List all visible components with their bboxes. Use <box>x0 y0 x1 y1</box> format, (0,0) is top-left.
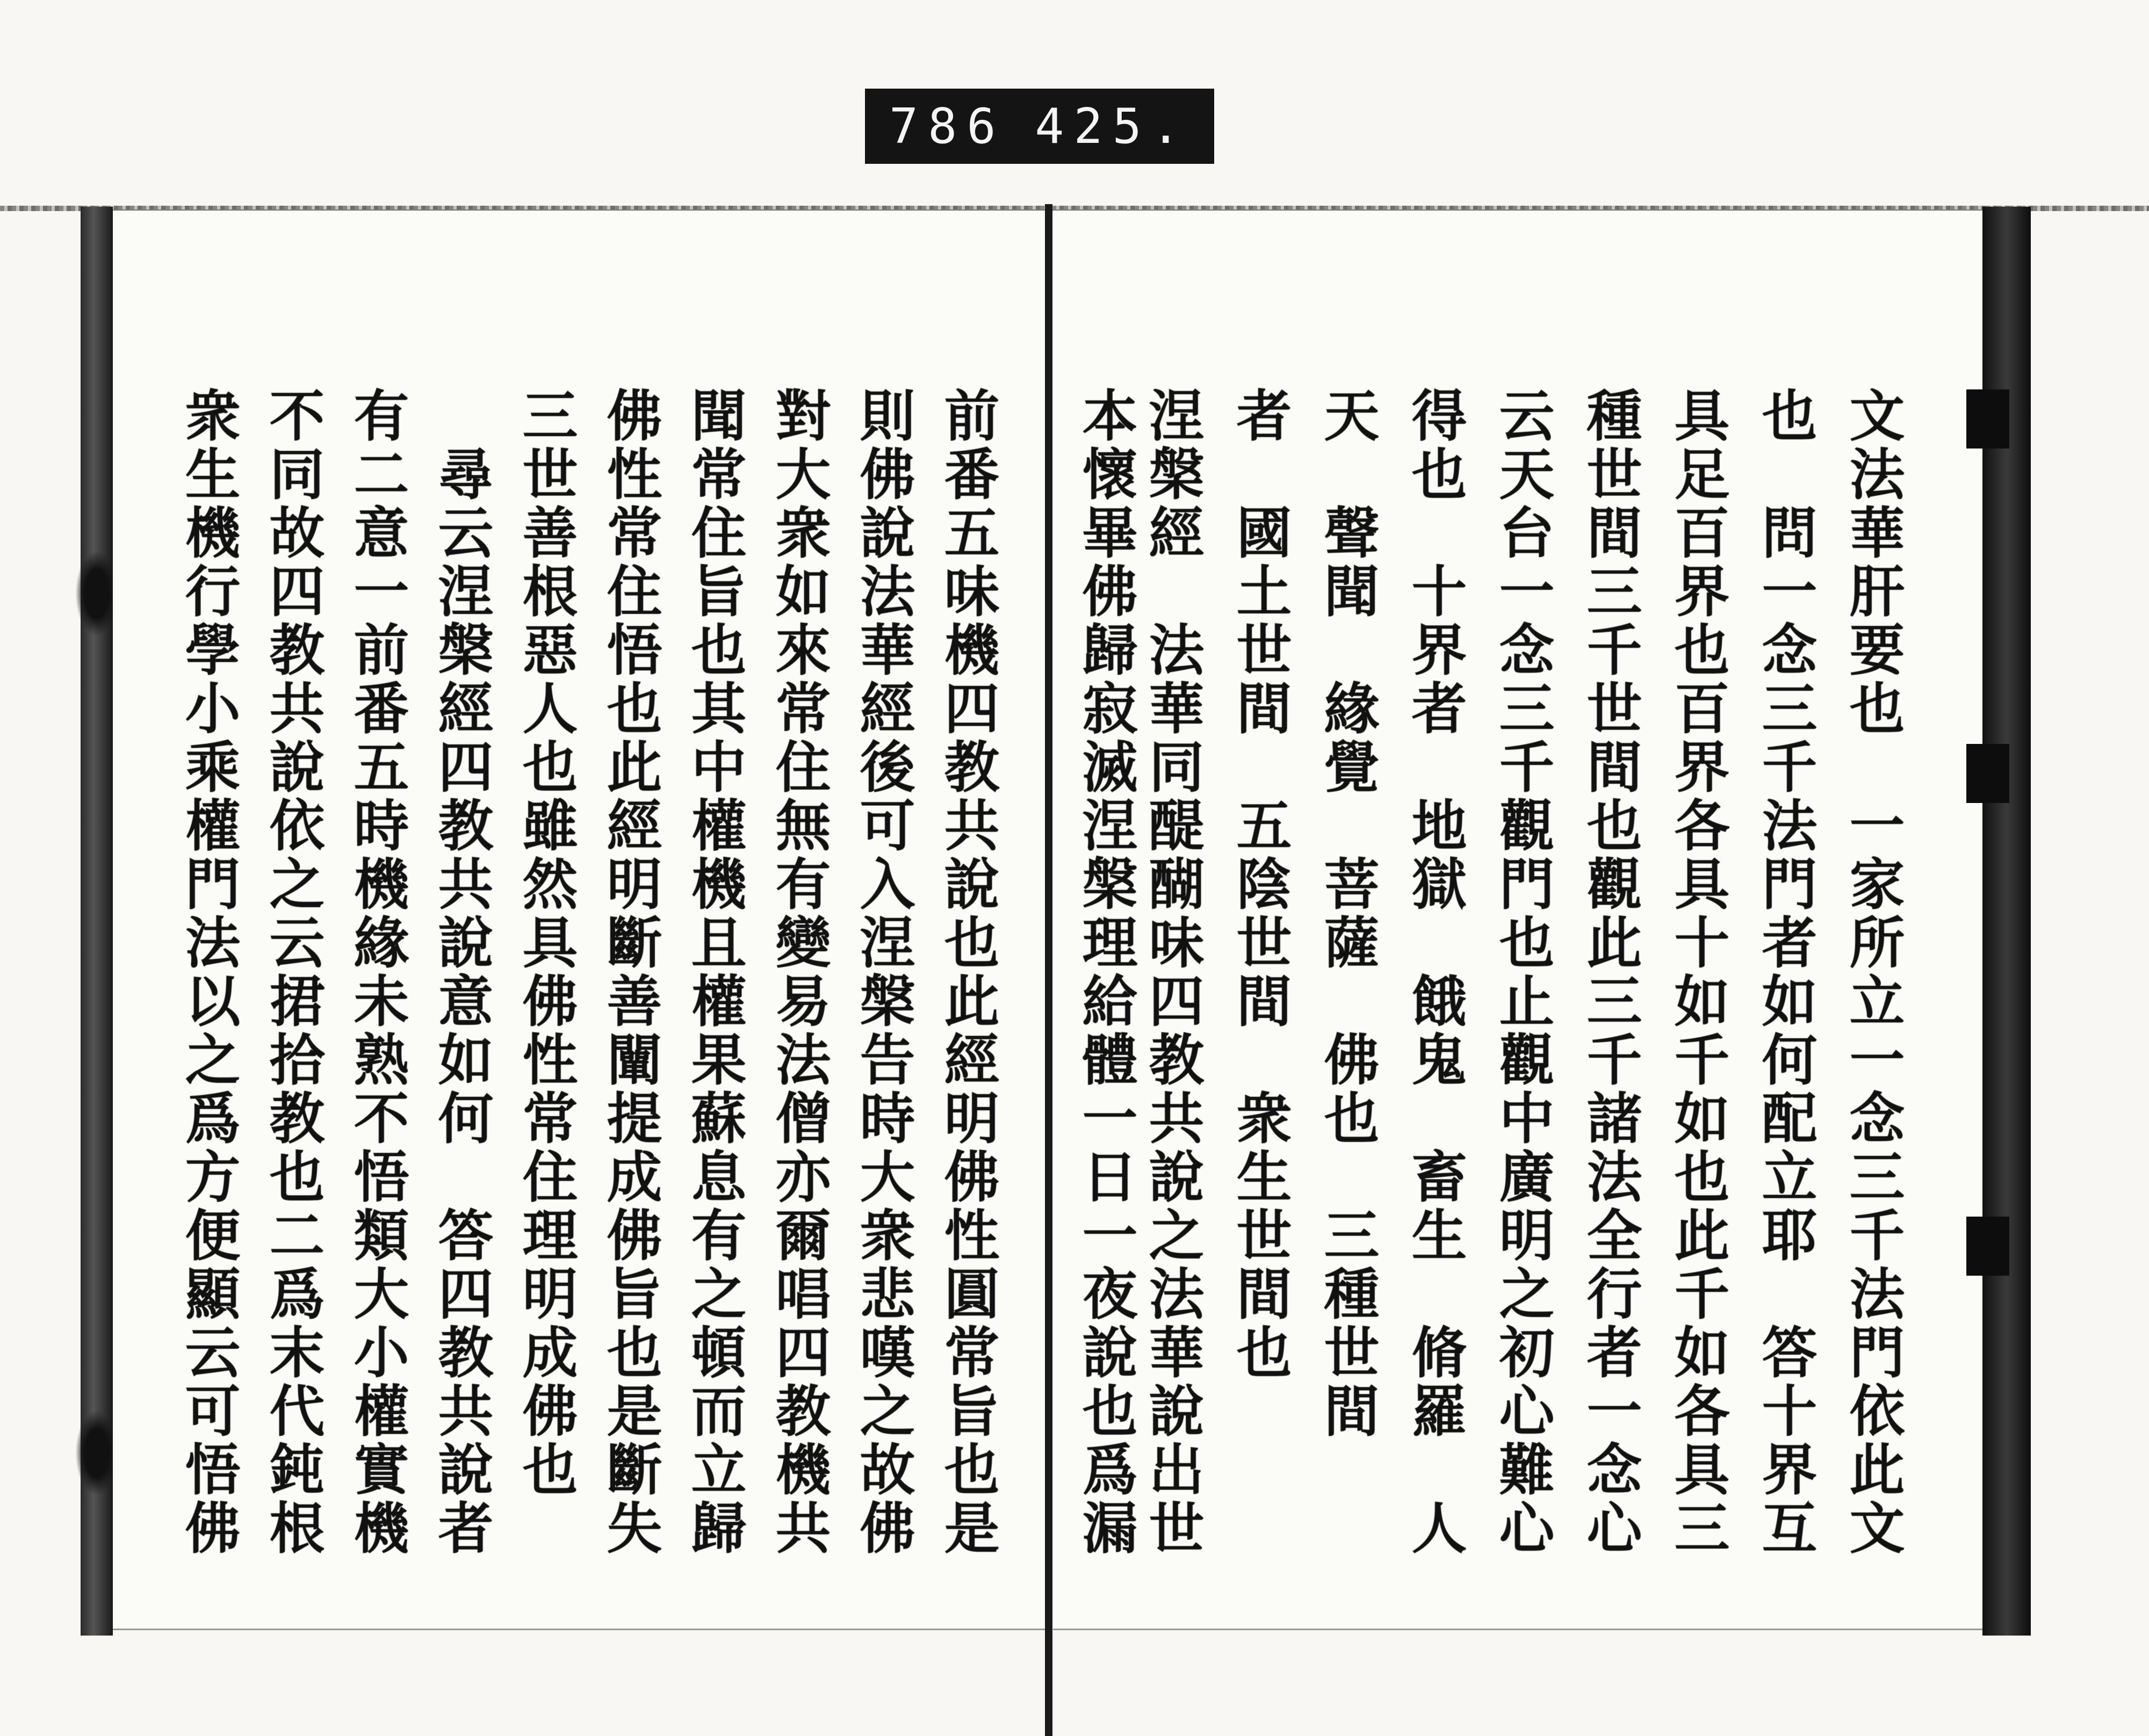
left-page-column-5: 佛性常住悟也此經明斷善闡提成佛旨也是斷失 <box>597 387 662 1558</box>
label-number-right: 425. <box>1035 98 1190 155</box>
edge-band <box>1966 1217 2009 1276</box>
right-book-edge <box>1982 207 2031 1636</box>
left-page-column-6: 三世善根惡人也雖然具佛性常住理明成佛也 <box>513 387 578 1499</box>
right-page-column-7: 天 聲聞 緣覺 菩薩 佛也 三種世間 <box>1315 387 1380 1441</box>
right-page-column-3: 具足百界也百界各具十如千如也此千如各具三 <box>1665 387 1730 1558</box>
edge-band <box>1966 744 2009 803</box>
right-page-column-2: 也 問一念三千法門者如何配立耶 答十界互 <box>1753 387 1818 1558</box>
left-page-column-8: 有二意一前番五時機緣未熟不悟類大小權實機 <box>344 387 409 1558</box>
right-page-column-6: 得也 十界者 地獄 餓鬼 畜生 脩羅 人 <box>1402 387 1467 1558</box>
left-page-column-9: 不同故四教共說依之云捃拾教也二爲末代鈍根 <box>260 387 325 1558</box>
edge-band <box>1966 389 2009 449</box>
archive-label <box>865 89 1214 164</box>
book-spine <box>1045 204 1052 1736</box>
left-page-column-4: 聞常住旨也其中權機且權果蘇息有之頓而立歸 <box>682 387 747 1558</box>
edge-ornament <box>75 1410 118 1496</box>
left-page-column-10: 衆生機行學小乘權門法以之爲方便顯云可悟佛 <box>176 387 241 1558</box>
left-page-column-1: 前番五味機四教共說也此經明佛性圓常旨也是 <box>935 387 1000 1558</box>
left-page-column-7: 尋云涅槃經四教共說意如何 答四教共說者 <box>429 387 494 1558</box>
left-page-column-2: 則佛說法華經後可入涅槃告時大衆悲嘆之故佛 <box>850 387 915 1558</box>
right-page-column-4: 種世間三千世間也觀此三千諸法全行者一念心 <box>1577 387 1642 1558</box>
right-page-column-9: 涅槃經 法華同醍醐味四教共說之法華說出世 <box>1140 387 1205 1558</box>
left-page-column-3: 對大衆如來常住無有變易法僧亦爾唱四教機共 <box>766 387 831 1558</box>
right-page-column-5: 云天台一念三千觀門也止觀中廣明之初心難心 <box>1490 387 1555 1558</box>
label-number-left: 786 <box>889 98 1006 155</box>
right-page-column-10: 本懷畢佛歸寂滅涅槃理給體一日一夜說也爲漏 <box>1073 387 1138 1558</box>
left-book-edge <box>81 207 113 1636</box>
edge-ornament <box>75 551 118 636</box>
right-page-column-1: 文法華肝要也 一家所立一念三千法門依此文 <box>1840 387 1905 1558</box>
right-page-column-8: 者 國土世間 五陰世間 衆生世間也 <box>1227 387 1292 1382</box>
